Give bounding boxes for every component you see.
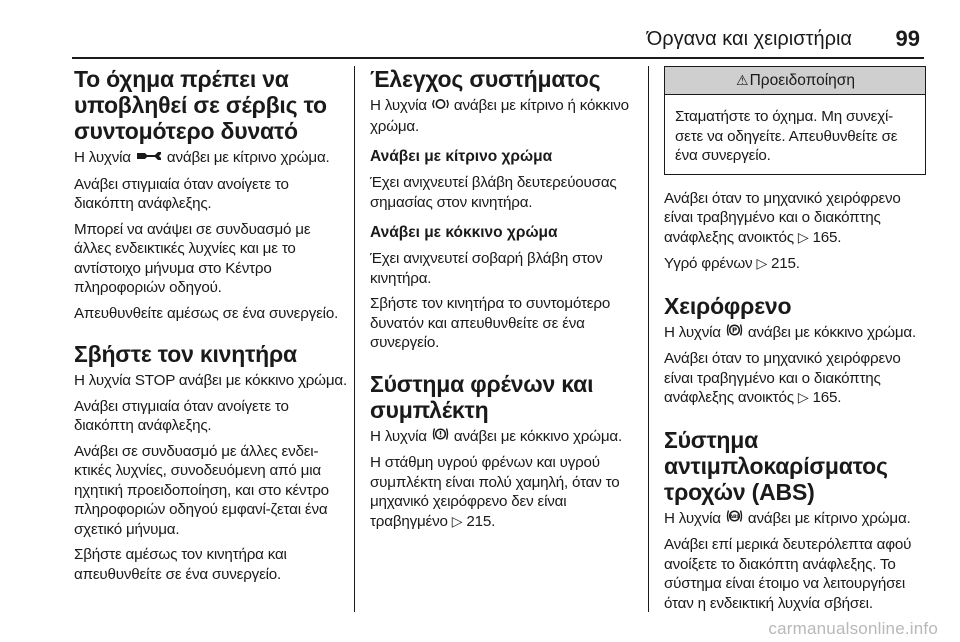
page-reference-icon: ▷ [797,390,809,406]
abs-icon [725,509,744,530]
paragraph: Ανάβει επί μερικά δευτερόλεπτα αφού ανοίξετε το διακόπτη ανάφλεξης. Το σύστημα είναι έτοιμο να λειτουργήσει όταν η ενδεικτική λυχνία σβήσει. [664,536,912,612]
text: Η στάθμη υγρού φρένων και υγρού συμπλέκτη είναι πολύ χαμηλή, όταν το μηχανικό χειρόφρενο δεν είναι τραβηγμένο [370,454,620,530]
text: . [837,389,842,406]
subheading: Ανάβει με κόκκινο χρώμα [370,224,558,241]
page-header-title: Όργανα και χειριστήρια [646,28,852,50]
text: Ανάβει όταν το μηχανικό χειρόφρενο είναι τραβηγμένο και ο διακόπτης ανάφλεξης ανοικτός [664,350,901,406]
page-reference-icon: ▷ [451,513,463,530]
watermark: carmanualsonline.info [768,619,938,638]
warning-triangle-icon: ⚠ [736,73,749,89]
text: ανάβει με κόκκινο χρώμα. [743,323,916,341]
text: Η λυχνία [370,97,431,114]
text: . [491,512,496,530]
column-2 [370,66,632,538]
text: ανάβει με κίτρινο χρώμα. [162,149,330,166]
text: . [837,228,842,246]
page-reference-icon: ▷ [756,256,768,272]
warning-body [665,95,925,174]
page-header [0,0,960,62]
text: Η λυχνία [664,323,725,341]
column-1 [74,66,348,590]
column-divider-1 [354,66,355,612]
warning-text: Σταματήστε το όχημα. Μη συνεχί-σετε να οδηγείτε. Απευθυνθείτε σε ένα συνεργείο. [675,108,898,164]
paragraph [664,189,926,249]
section-heading: Σύστημα αντιμπλοκαρίσματος τροχών (ABS) [664,426,888,505]
text: Η λυχνία [370,427,431,445]
svg-text:ABS: ABS [729,514,740,520]
subheading: Ανάβει με κίτρινο χρώμα [370,148,553,165]
warning-title: Προειδοποίηση [749,72,855,89]
section-heading: Έλεγχος συστήματος [370,66,601,92]
parking-brake-icon [725,323,744,344]
paragraph: Ανάβει στιγμιαία όταν ανοίγετε το διακόπτη ανάφλεξης. [74,397,289,434]
paragraph: Ανάβει σε συνδυασμό με άλλες ενδει-κτικές λυχνίες, συνοδευόμενη από μια ηχητική προειδοποίηση, και στο κέντρο πληροφοριών οδηγού εμφανί-ζεται ένα σχετικό μήνυμα. [74,442,329,538]
text: ανάβει με κίτρινο χρώμα. [743,509,911,527]
paragraph: Έχει ανιχνευτεί βλάβη δευτερεύουσας σημασίας στον κινητήρα. [370,174,617,211]
section-stop-engine [74,341,348,584]
section-system-check [370,66,632,353]
paragraph [370,427,632,448]
paragraph: Η λυχνία STOP ανάβει με κόκκινο χρώμα. [74,372,347,389]
paragraph [664,254,926,275]
text: Ανάβει όταν το μηχανικό χειρόφρενο είναι τραβηγμένο και ο διακόπτης ανάφλεξης ανοικτός [664,189,901,246]
paragraph: Σβήστε τον κινητήρα το συντομότερο δυνατόν και απευθυνθείτε σε ένα συνεργείο. [370,295,611,351]
section-brake-clutch [370,371,632,533]
header-rule [72,57,924,59]
section-heading: Σύστημα φρένων και συμπλέκτη [370,370,594,423]
text: . [795,255,800,272]
paragraph [664,509,926,530]
brake-warning-icon [431,427,450,448]
column-3 [664,66,926,619]
paragraph: Έχει ανιχνευτεί σοβαρή βλάβη στον κινητήρα. [370,250,603,287]
section-heading: Χειρόφρενο [664,292,792,319]
paragraph [370,453,632,532]
section-abs [664,427,926,614]
warning-header [665,67,925,95]
section-heading: Το όχημα πρέπει να υποβληθεί σε σέρβις το συντομότερο δυνατό [74,66,327,144]
warning-box [664,66,926,175]
engine-check-icon [431,97,450,117]
paragraph [664,349,926,409]
text: Η λυχνία [664,509,725,527]
paragraph [370,96,632,136]
paragraph: Ανάβει στιγμιαία όταν ανοίγετε το διακόπτη ανάφλεξης. [74,175,289,212]
page-reference[interactable]: 215 [771,255,796,272]
page-reference-icon: ▷ [797,229,809,246]
page-number: 99 [895,26,920,51]
section-parking-brake [664,293,926,409]
text: Η λυχνία [74,149,135,166]
page-reference[interactable]: 215 [466,512,492,530]
paragraph [664,323,926,344]
page-reference[interactable]: 165 [812,228,838,246]
section-service-soon [74,66,348,323]
paragraph: Σβήστε αμέσως τον κινητήρα και απευθυνθείτε σε ένα συνεργείο. [74,546,287,583]
paragraph: Απευθυνθείτε αμέσως σε ένα συνεργείο. [74,304,339,322]
paragraph [74,148,348,169]
text: Υγρό φρένων [664,255,757,272]
paragraph: Μπορεί να ανάψει σε συνδυασμό με άλλες ενδεικτικές λυχνίες και με το αντίστοιχο μήνυμα στο Κέντρο πληροφοριών οδηγού. [74,220,311,296]
wrench-icon [135,149,163,169]
column-divider-2 [648,66,649,612]
svg-text:P: P [731,326,737,335]
text: ανάβει με κόκκινο χρώμα. [449,427,622,445]
text: ανάβει με κίτρινο ή κόκκινο χρώμα. [370,97,629,135]
page-reference[interactable]: 165 [812,389,838,406]
section-heading: Σβήστε τον κινητήρα [74,341,297,367]
